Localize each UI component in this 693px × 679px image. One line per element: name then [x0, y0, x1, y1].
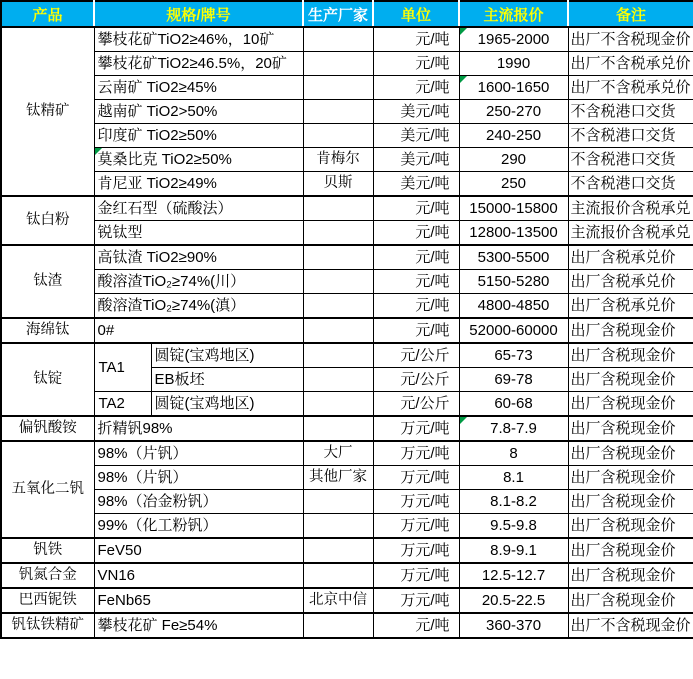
maker-cell	[303, 196, 373, 221]
spec-cell	[94, 588, 303, 613]
spec-cell	[94, 563, 303, 588]
maker-cell-text: 其他厂家	[309, 469, 368, 486]
product-cell	[1, 245, 94, 318]
note-cell	[568, 294, 693, 319]
product-cell-text: 钒铁	[33, 542, 63, 559]
unit-cell	[373, 196, 459, 221]
note-cell	[568, 563, 693, 588]
maker-cell	[303, 245, 373, 270]
maker-cell	[303, 563, 373, 588]
unit-cell-text: 元/公斤	[400, 347, 450, 364]
spec-cell-text: 金红石型（硫酸法）	[97, 200, 233, 217]
note-cell	[568, 514, 693, 539]
spec-cell	[94, 441, 303, 466]
price-cell-text: 250-270	[485, 103, 542, 120]
spec-cell-text: 98%（冶金粉钒）	[97, 493, 218, 510]
note-cell	[568, 100, 693, 124]
maker-cell-text: 北京中信	[309, 592, 368, 609]
spec-cell-text: FeNb65	[97, 592, 151, 609]
product-cell-text: 钛锭	[33, 371, 63, 388]
note-cell-text: 出厂含税现金价	[570, 420, 676, 437]
note-cell	[568, 441, 693, 466]
spec-cell-text: 酸溶渣TiO₂≥74%(川）	[97, 273, 246, 290]
maker-cell	[303, 270, 373, 294]
spec-cell-text: 折精钒98%	[97, 420, 173, 437]
spec-cell-text: 99%（化工粉钒）	[97, 517, 218, 534]
price-cell-text: 15000-15800	[469, 200, 558, 217]
spec-cell-text: 圆锭(宝鸡地区)	[154, 347, 255, 364]
price-cell	[459, 245, 568, 270]
price-cell	[459, 538, 568, 563]
spec-cell-text: 云南矿 TiO2≥45%	[97, 79, 217, 96]
note-cell	[568, 490, 693, 514]
product-cell	[1, 588, 94, 613]
note-cell	[568, 318, 693, 343]
price-cell	[459, 441, 568, 466]
maker-cell	[303, 392, 373, 417]
maker-cell	[303, 343, 373, 368]
note-cell	[568, 588, 693, 613]
maker-cell	[303, 148, 373, 172]
note-cell-text: 出厂含税现金价	[570, 322, 676, 339]
product-cell-text: 钛精矿	[26, 103, 70, 120]
unit-cell	[373, 392, 459, 417]
maker-cell	[303, 588, 373, 613]
price-cell-text: 60-68	[494, 395, 533, 412]
price-cell-text: 250	[501, 175, 527, 192]
unit-cell	[373, 588, 459, 613]
maker-cell	[303, 514, 373, 539]
unit-cell-text: 万元/吨	[400, 567, 450, 584]
spec-cell	[94, 100, 303, 124]
unit-cell	[373, 490, 459, 514]
product-cell-text: 钛白粉	[26, 212, 70, 229]
note-cell	[568, 368, 693, 392]
spec-cell-text: 0#	[97, 322, 115, 339]
price-cell-text: 7.8-7.9	[490, 420, 537, 437]
maker-cell	[303, 221, 373, 246]
col-header-price: 主流报价	[459, 1, 568, 27]
unit-cell	[373, 318, 459, 343]
col-header-manufacturer: 生产厂家	[303, 1, 373, 27]
spec-cell	[94, 416, 303, 441]
spec-cell-text: 锐钛型	[97, 224, 143, 241]
price-cell	[459, 76, 568, 100]
unit-cell-text: 万元/吨	[400, 493, 450, 510]
note-cell-text: 不含税港口交货	[570, 151, 676, 168]
price-cell	[459, 100, 568, 124]
table-row	[1, 76, 693, 100]
product-cell	[1, 613, 94, 638]
price-cell-text: 1965-2000	[477, 31, 550, 48]
maker-cell	[303, 52, 373, 76]
price-cell-text: 69-78	[494, 371, 533, 388]
spec-cell-text: 高钛渣 TiO2≥90%	[97, 249, 217, 266]
maker-cell	[303, 124, 373, 148]
grade-cell	[94, 392, 151, 417]
unit-cell	[373, 76, 459, 100]
unit-cell-text: 美元/吨	[400, 175, 450, 192]
maker-cell	[303, 613, 373, 638]
spec-cell-text: 越南矿 TiO2>50%	[97, 103, 218, 120]
unit-cell-text: 元/吨	[415, 55, 450, 72]
spec-cell-text: EB板坯	[154, 371, 205, 388]
unit-cell-text: 元/吨	[415, 249, 450, 266]
table-row	[1, 100, 693, 124]
price-cell-text: 5150-5280	[477, 273, 550, 290]
product-cell	[1, 343, 94, 416]
unit-cell	[373, 172, 459, 197]
unit-cell	[373, 538, 459, 563]
unit-cell-text: 元/吨	[415, 224, 450, 241]
spec-cell	[151, 392, 303, 417]
unit-cell-text: 万元/吨	[400, 592, 450, 609]
spec-cell-text: 圆锭(宝鸡地区)	[154, 395, 255, 412]
unit-cell	[373, 270, 459, 294]
table-row	[1, 318, 693, 343]
col-header-product: 产品	[1, 1, 94, 27]
price-cell	[459, 368, 568, 392]
table-body	[1, 27, 693, 638]
spec-cell-text: VN16	[97, 567, 136, 584]
spec-cell-text: 肯尼亚 TiO2≥49%	[97, 175, 217, 192]
note-cell-text: 出厂含税现金价	[570, 517, 676, 534]
spec-cell	[94, 52, 303, 76]
maker-cell	[303, 76, 373, 100]
comment-marker-icon	[460, 76, 467, 83]
spec-cell-text: 印度矿 TiO2≥50%	[97, 127, 217, 144]
header-row	[1, 1, 693, 27]
product-cell	[1, 27, 94, 196]
product-cell-text: 钒钛铁精矿	[11, 617, 84, 634]
grade-cell-text: TA2	[98, 395, 125, 412]
spec-cell-text: 酸溶渣TiO₂≥74%(滇）	[97, 297, 246, 314]
unit-cell	[373, 100, 459, 124]
spec-cell	[94, 490, 303, 514]
table-row	[1, 514, 693, 539]
table-row	[1, 52, 693, 76]
price-cell	[459, 148, 568, 172]
price-cell-text: 9.5-9.8	[490, 517, 537, 534]
note-cell	[568, 52, 693, 76]
unit-cell-text: 美元/吨	[400, 103, 450, 120]
note-cell-text: 出厂不含税承兑价	[570, 79, 691, 96]
product-cell	[1, 416, 94, 441]
unit-cell	[373, 27, 459, 52]
price-cell	[459, 52, 568, 76]
table-row	[1, 538, 693, 563]
unit-cell	[373, 343, 459, 368]
table-row	[1, 148, 693, 172]
maker-cell	[303, 318, 373, 343]
unit-cell	[373, 294, 459, 319]
grade-cell	[94, 343, 151, 392]
price-cell-text: 8	[509, 445, 518, 462]
price-cell-text: 5300-5500	[477, 249, 550, 266]
unit-cell-text: 元/公斤	[400, 371, 450, 388]
note-cell-text: 出厂不含税现金价	[570, 617, 691, 634]
unit-cell	[373, 368, 459, 392]
note-cell	[568, 221, 693, 246]
note-cell-text: 出厂含税现金价	[570, 493, 676, 510]
table-row	[1, 343, 693, 368]
unit-cell-text: 元/吨	[415, 200, 450, 217]
price-cell-text: 8.1	[503, 469, 524, 486]
product-cell	[1, 563, 94, 588]
price-cell	[459, 172, 568, 197]
note-cell-text: 不含税港口交货	[570, 103, 676, 120]
note-cell-text: 出厂含税现金价	[570, 395, 676, 412]
price-cell	[459, 613, 568, 638]
note-cell-text: 出厂含税承兑价	[570, 297, 676, 314]
price-cell-text: 1990	[496, 55, 531, 72]
product-cell-text: 偏钒酸铵	[18, 420, 77, 437]
unit-cell-text: 美元/吨	[400, 151, 450, 168]
unit-cell-text: 万元/吨	[400, 469, 450, 486]
maker-cell	[303, 416, 373, 441]
spec-cell-text: 攀枝花矿TiO2≥46.5%，20矿	[97, 55, 287, 72]
price-cell	[459, 563, 568, 588]
note-cell	[568, 148, 693, 172]
note-cell-text: 出厂不含税承兑价	[570, 55, 691, 72]
price-cell	[459, 466, 568, 490]
product-cell	[1, 441, 94, 538]
maker-cell-text: 贝斯	[323, 175, 353, 192]
maker-cell	[303, 490, 373, 514]
price-cell	[459, 416, 568, 441]
price-cell-text: 1600-1650	[477, 79, 550, 96]
unit-cell-text: 万元/吨	[400, 517, 450, 534]
price-cell	[459, 124, 568, 148]
maker-cell	[303, 27, 373, 52]
spec-cell	[94, 221, 303, 246]
maker-cell	[303, 172, 373, 197]
maker-cell-text: 肯梅尔	[316, 151, 360, 168]
note-cell	[568, 245, 693, 270]
spec-cell	[94, 270, 303, 294]
note-cell-text: 出厂含税现金价	[570, 542, 676, 559]
table-row	[1, 563, 693, 588]
note-cell	[568, 124, 693, 148]
price-cell	[459, 221, 568, 246]
note-cell-text: 不含税港口交货	[570, 175, 676, 192]
unit-cell-text: 万元/吨	[400, 420, 450, 437]
note-cell-text: 不含税港口交货	[570, 127, 676, 144]
note-cell-text: 出厂含税现金价	[570, 445, 676, 462]
price-cell-text: 52000-60000	[469, 322, 558, 339]
spec-cell	[151, 343, 303, 368]
price-cell-text: 12800-13500	[469, 224, 558, 241]
note-cell-text: 出厂含税现金价	[570, 592, 676, 609]
price-cell-text: 240-250	[485, 127, 542, 144]
note-cell	[568, 270, 693, 294]
note-cell-text: 出厂含税现金价	[570, 347, 676, 364]
note-cell	[568, 172, 693, 197]
spec-cell	[94, 613, 303, 638]
price-cell-text: 360-370	[485, 617, 542, 634]
unit-cell	[373, 563, 459, 588]
spec-cell	[94, 294, 303, 319]
unit-cell-text: 元/公斤	[400, 395, 450, 412]
product-cell	[1, 318, 94, 343]
unit-cell	[373, 148, 459, 172]
unit-cell-text: 元/吨	[415, 273, 450, 290]
product-cell-text: 五氧化二钒	[11, 481, 84, 498]
comment-marker-icon	[460, 417, 467, 424]
price-cell	[459, 392, 568, 417]
price-cell-text: 8.9-9.1	[490, 542, 537, 559]
maker-cell	[303, 466, 373, 490]
note-cell	[568, 76, 693, 100]
product-cell-text: 海绵钛	[26, 322, 70, 339]
price-cell-text: 20.5-22.5	[481, 592, 546, 609]
spec-cell-text: 攀枝花矿TiO2≥46%，10矿	[97, 31, 275, 48]
note-cell-text: 出厂含税现金价	[570, 567, 676, 584]
col-header-note: 备注	[568, 1, 693, 27]
note-cell	[568, 466, 693, 490]
unit-cell	[373, 221, 459, 246]
note-cell-text: 出厂不含税现金价	[570, 31, 691, 48]
table-row	[1, 27, 693, 52]
price-cell-text: 12.5-12.7	[481, 567, 546, 584]
table-row	[1, 221, 693, 246]
table-row	[1, 270, 693, 294]
spec-cell	[94, 124, 303, 148]
product-cell-text: 巴西铌铁	[18, 592, 77, 609]
unit-cell	[373, 245, 459, 270]
price-cell	[459, 588, 568, 613]
maker-cell	[303, 100, 373, 124]
unit-cell-text: 万元/吨	[400, 445, 450, 462]
spec-cell	[94, 27, 303, 52]
product-cell-text: 钛渣	[33, 273, 63, 290]
price-cell-text: 8.1-8.2	[490, 493, 537, 510]
spec-cell-text: 攀枝花矿 Fe≥54%	[97, 617, 218, 634]
unit-cell-text: 元/吨	[415, 79, 450, 96]
spec-cell	[94, 148, 303, 172]
note-cell	[568, 392, 693, 417]
maker-cell-text: 大厂	[323, 445, 353, 462]
maker-cell	[303, 538, 373, 563]
unit-cell	[373, 613, 459, 638]
table-row	[1, 588, 693, 613]
price-cell-text: 290	[501, 151, 527, 168]
note-cell	[568, 613, 693, 638]
note-cell-text: 出厂含税承兑价	[570, 273, 676, 290]
spec-cell	[94, 172, 303, 197]
price-cell-text: 65-73	[494, 347, 533, 364]
spec-cell	[151, 368, 303, 392]
note-cell-text: 主流报价含税承兑	[570, 224, 691, 241]
table-row	[1, 245, 693, 270]
spec-cell	[94, 538, 303, 563]
product-cell-text: 钒氮合金	[18, 567, 77, 584]
unit-cell-text: 元/吨	[415, 297, 450, 314]
price-cell	[459, 270, 568, 294]
unit-cell-text: 元/吨	[415, 31, 450, 48]
unit-cell	[373, 466, 459, 490]
price-cell-text: 4800-4850	[477, 297, 550, 314]
note-cell	[568, 196, 693, 221]
maker-cell	[303, 368, 373, 392]
price-cell	[459, 318, 568, 343]
table-row	[1, 196, 693, 221]
unit-cell	[373, 416, 459, 441]
comment-marker-icon	[460, 28, 467, 35]
spec-cell-text: 98%（片钒）	[97, 469, 188, 486]
spec-cell	[94, 196, 303, 221]
table-row	[1, 613, 693, 638]
grade-cell-text: TA1	[98, 359, 125, 376]
table-row	[1, 416, 693, 441]
table-row	[1, 294, 693, 319]
col-header-spec: 规格/牌号	[94, 1, 303, 27]
table-row	[1, 124, 693, 148]
price-cell	[459, 294, 568, 319]
note-cell	[568, 27, 693, 52]
spec-cell-text: 98%（片钒）	[97, 445, 188, 462]
spec-cell	[94, 245, 303, 270]
table-row	[1, 466, 693, 490]
note-cell	[568, 416, 693, 441]
note-cell-text: 主流报价含税承兑	[570, 200, 691, 217]
table-row	[1, 490, 693, 514]
price-cell	[459, 514, 568, 539]
table-row	[1, 392, 693, 417]
table-row	[1, 172, 693, 197]
comment-marker-icon	[95, 148, 102, 155]
table-row	[1, 441, 693, 466]
unit-cell-text: 万元/吨	[400, 542, 450, 559]
price-cell	[459, 490, 568, 514]
note-cell-text: 出厂含税承兑价	[570, 249, 676, 266]
unit-cell-text: 元/吨	[415, 322, 450, 339]
unit-cell	[373, 514, 459, 539]
spec-cell	[94, 76, 303, 100]
spec-cell	[94, 318, 303, 343]
note-cell	[568, 538, 693, 563]
unit-cell-text: 元/吨	[415, 617, 450, 634]
note-cell	[568, 343, 693, 368]
price-cell	[459, 343, 568, 368]
spec-cell	[94, 514, 303, 539]
spec-cell	[94, 466, 303, 490]
maker-cell	[303, 294, 373, 319]
price-cell	[459, 196, 568, 221]
product-cell	[1, 538, 94, 563]
note-cell-text: 出厂含税现金价	[570, 469, 676, 486]
col-header-unit: 单位	[373, 1, 459, 27]
spec-cell-text: 莫桑比克 TiO2≥50%	[97, 151, 232, 168]
note-cell-text: 出厂含税现金价	[570, 371, 676, 388]
spec-cell-text: FeV50	[97, 542, 142, 559]
unit-cell	[373, 441, 459, 466]
price-cell	[459, 27, 568, 52]
unit-cell	[373, 52, 459, 76]
unit-cell-text: 美元/吨	[400, 127, 450, 144]
maker-cell	[303, 441, 373, 466]
product-cell	[1, 196, 94, 245]
unit-cell	[373, 124, 459, 148]
